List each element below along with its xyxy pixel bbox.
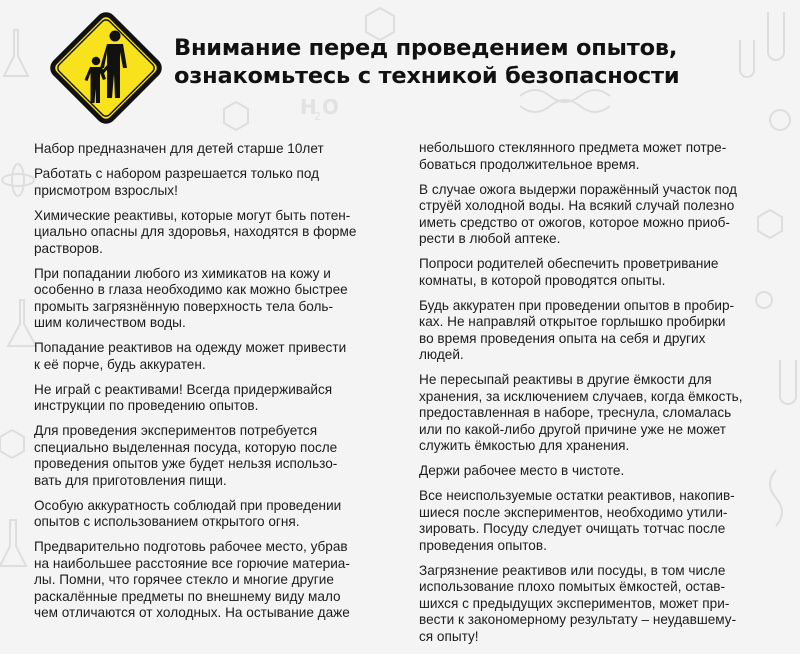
safety-rule-paragraph <box>34 498 390 531</box>
paragraph-text-line: специально выделенная посуда, которую после <box>34 439 338 455</box>
paragraph-text-line: ках. Не направляй открытое горлышко пробирки <box>419 314 726 329</box>
paragraph-text-line: на наибольшее расстояние все горючие материа- <box>34 555 350 571</box>
paragraph-text-line: раскалённые предметы по внешнему виду мало <box>34 588 341 604</box>
safety-rule-paragraph <box>419 563 781 646</box>
paragraph-text-line: шиеся после экспериментов, необходимо утили- <box>419 504 728 520</box>
paragraph-text-line: проведения опытов. <box>419 537 547 553</box>
paragraph-text-line: во время проведения опыта на себя и других <box>419 330 706 346</box>
paragraph-text-line: опытов с использованием открытого огня. <box>34 514 300 529</box>
safety-rule-paragraph <box>34 208 390 258</box>
paragraph-text-line: или по какой-либо другой причине уже не может <box>419 421 726 437</box>
paragraph-text-line: Попадание реактивов на одежду может привести <box>34 340 347 355</box>
warning-pedestrian-icon <box>44 6 168 130</box>
safety-rule-paragraph <box>419 463 781 480</box>
paragraph-text-line: Все неиспользуемые остатки реактивов, накопив- <box>419 488 735 503</box>
right-column <box>419 140 781 654</box>
safety-rule-paragraph <box>34 340 390 373</box>
safety-rule-paragraph <box>419 488 781 554</box>
safety-rule-paragraph <box>419 140 781 173</box>
safety-rule-paragraph <box>34 141 390 158</box>
safety-rule-paragraph <box>419 256 781 289</box>
paragraph-text-line: вать для приготовления пищи. <box>34 472 227 488</box>
page-title <box>174 34 774 90</box>
safety-rule-paragraph <box>34 539 390 622</box>
paragraph-text-line: Не пересыпай реактивы в другие ёмкости для <box>419 372 712 387</box>
paragraph-text-line: При попадании любого из химикатов на кожу и <box>34 265 331 281</box>
paragraph-text-line: особенно в глаза необходимо как можно быстрее <box>34 282 348 297</box>
paragraph-text-line: Набор предназначен для детей старше 10лет <box>34 141 324 156</box>
paragraph-text-line: Химические реактивы, которые могут быть потен- <box>34 207 351 223</box>
paragraph-text-line: шим количеством воды. <box>34 315 186 330</box>
safety-rule-paragraph <box>34 266 390 332</box>
paragraph-text-line: предоставленная в наборе, треснула, сломалась <box>419 405 732 420</box>
paragraph-text-line: к её порче, будь аккуратен. <box>34 356 206 372</box>
paragraph-text-line: лы. Помни, что горячее стекло и многие другие <box>34 572 334 587</box>
paragraph-text-line: комнаты, в которой проводятся опыты. <box>419 272 666 288</box>
safety-rule-paragraph <box>34 166 390 199</box>
svg-text:O: O <box>322 95 340 119</box>
left-column <box>34 141 390 630</box>
paragraph-text-line: ся опыту! <box>419 628 479 644</box>
paragraph-text-line: использование плохо помытых ёмкостей, остав- <box>419 579 726 594</box>
paragraph-text-line: промыть загрязнённую поверхность тела боль- <box>34 298 334 314</box>
paragraph-text-line: Попроси родителей обеспечить проветривание <box>419 256 719 271</box>
paragraph-text-line: циально опасны для здоровья, находятся в форме <box>34 224 357 239</box>
paragraph-text-line: служить ёмкостью для хранения. <box>419 438 630 453</box>
safety-rule-paragraph <box>419 372 781 455</box>
paragraph-text-line: присмотром взрослых! <box>34 182 178 198</box>
paragraph-text-line: Держи рабочее место в чистоте. <box>419 463 625 478</box>
paragraph-text-line: инструкции по проведению опытов. <box>34 398 259 413</box>
safety-rule-paragraph <box>34 423 390 489</box>
paragraph-text-line: Особую аккуратность соблюдай при проведении <box>34 497 342 513</box>
paragraph-text-line: небольшого стеклянного предмета может потре- <box>419 140 727 155</box>
paragraph-text-line: Для проведения экспериментов потребуется <box>34 423 318 438</box>
title-line-1: Внимание перед проведением опытов, <box>174 35 678 61</box>
paragraph-text-line: Не играй с реактивами! Всегда придерживайся <box>34 381 333 397</box>
paragraph-text-line: растворов. <box>34 240 103 256</box>
safety-rule-paragraph <box>34 382 390 415</box>
svg-text:2: 2 <box>314 110 321 123</box>
paragraph-text-line: проведения опытов уже будет нельзя использо- <box>34 456 338 471</box>
paragraph-text-line: зировать. Посуду следует очищать тотчас после <box>419 521 726 536</box>
paragraph-text-line: хранения, за исключением случаев, когда ёмкость, <box>419 388 743 404</box>
paragraph-text-line: Работать с набором разрешается только под <box>34 166 320 181</box>
title-line-2: ознакомьтесь с техникой безопасности <box>174 63 680 89</box>
paragraph-text-line: чем отличаются от холодных. На остывание даже <box>34 605 350 620</box>
safety-rule-paragraph <box>419 182 781 248</box>
svg-text:H: H <box>300 95 317 119</box>
paragraph-text-line: струёй холодной воды. На всякий случай полезно <box>419 198 735 213</box>
paragraph-text-line: Будь аккуратен при проведении опытов в пробир- <box>419 297 735 313</box>
paragraph-text-line: шихся с предыдущих экспериментов, может при- <box>419 595 730 611</box>
paragraph-text-line: Загрязнение реактивов или посуды, в том числе <box>419 562 726 578</box>
paragraph-text-line: Предварительно подготовь рабочее место, убрав <box>34 539 348 554</box>
paragraph-text-line: боваться продолжительное время. <box>419 156 640 172</box>
safety-rule-paragraph <box>419 298 781 364</box>
paragraph-text-line: людей. <box>419 347 464 362</box>
paragraph-text-line: рести в любой аптеке. <box>419 231 561 246</box>
paragraph-text-line: иметь средство от ожогов, которое можно приоб- <box>419 214 730 230</box>
paragraph-text-line: В случае ожога выдержи поражённый участок под <box>419 181 737 197</box>
paragraph-text-line: вести к закономерному результату – неудавшему- <box>419 612 737 627</box>
